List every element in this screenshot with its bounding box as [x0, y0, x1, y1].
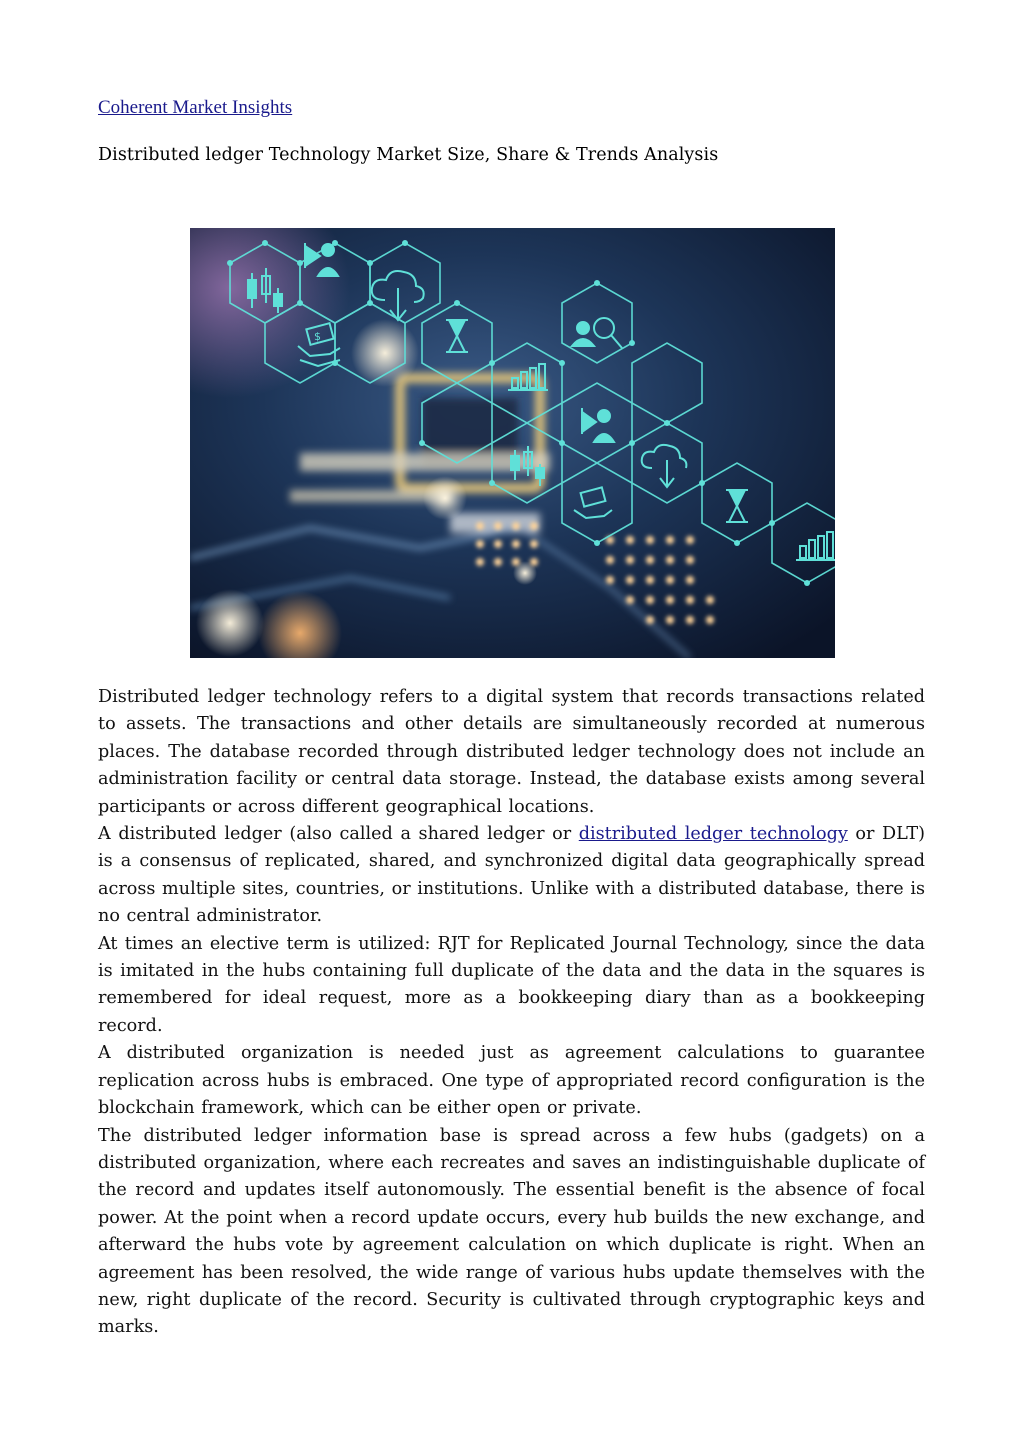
document-title: Distributed ledger Technology Market Size, Share & Trends Analysis	[98, 145, 719, 165]
paragraph-5: The distributed ledger information base is spread across a few hubs (gadgets) on a distributed organization, where each recreates and saves an indistinguishable duplicate of the record and updates itself autonomously. The essential benefit is the absence of focal power. At the point when a record update occurs, every hub builds the new exchange, and afterward the hubs vote by agreement calculation on which duplicate is right. When an agreement has been resolved, the wide range of various hubs update themselves with the new, right duplicate of the record. Security is cultivated through cryptographic keys and marks.	[98, 1125, 925, 1338]
paragraph-2-start: A distributed ledger (also called a shared ledger or	[98, 824, 579, 845]
distributed-ledger-technology-link[interactable]: distributed ledger technology	[578, 824, 848, 845]
paragraph-2-end: or DLT) is a consensus of replicated, shared, and synchronized digital data geographically spread across multiple sites, countries, or institutions. Unlike with a distributed database, there is no central administrator.	[98, 824, 925, 927]
hero-image	[190, 228, 835, 658]
paragraph-1: Distributed ledger technology refers to a digital system that records transactions related to assets. The transactions and other details are simultaneously recorded at numerous places. The database recorded through distributed ledger technology does not include an administration facility or central data storage. Instead, the database exists among several participants or across different geographical locations.	[98, 687, 925, 817]
article-body	[98, 684, 925, 1342]
svg-text:$: $	[314, 330, 321, 343]
source-link[interactable]: Coherent Market Insights	[98, 97, 293, 118]
paragraph-2	[98, 821, 925, 931]
paragraph-3: At times an elective term is utilized: RJT for Replicated Journal Technology, since the data is imitated in the hubs containing full duplicate of the data and the data in the squares is remembered for ideal request, more as a bookkeeping diary than as a bookkeeping record.	[98, 933, 925, 1036]
blockchain-illustration	[190, 228, 835, 658]
paragraph-4: A distributed organization is needed just as agreement calculations to guarantee replication across hubs is embraced. One type of appropriated record configuration is the blockchain framework, which can be either open or private.	[98, 1043, 925, 1119]
